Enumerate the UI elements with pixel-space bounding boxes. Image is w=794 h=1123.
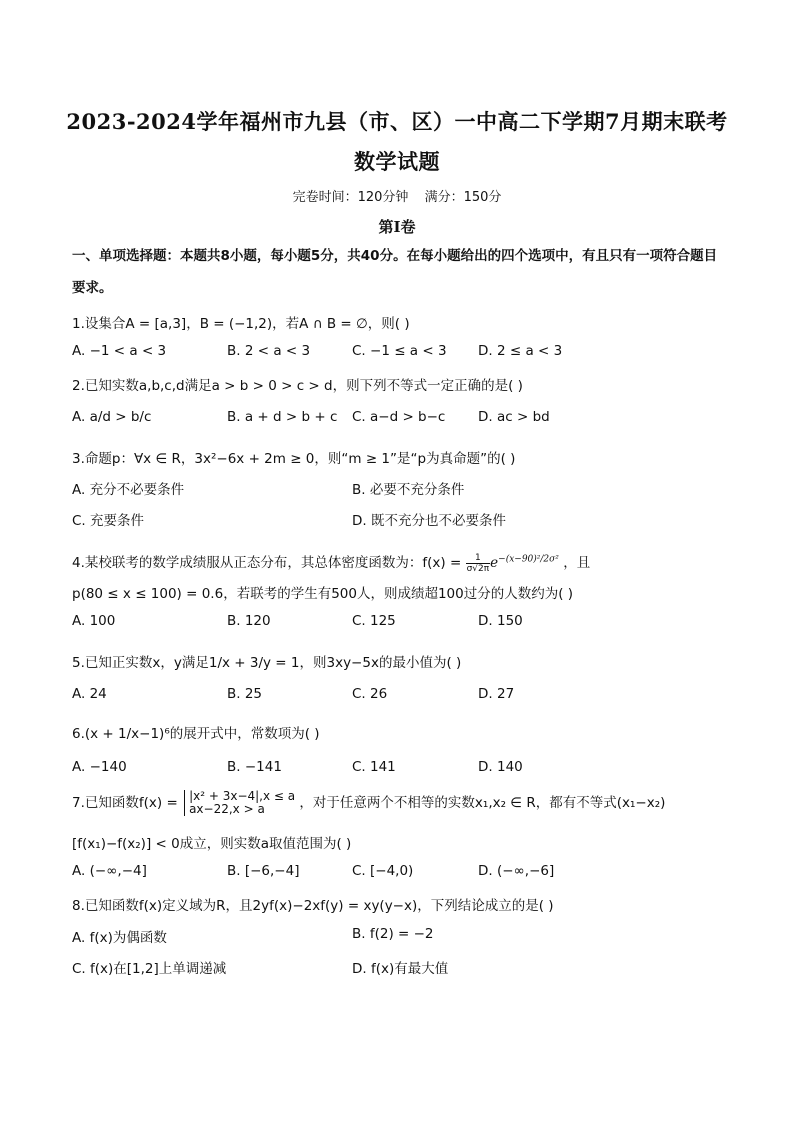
q8-option-d: D. f(x)有最大值 xyxy=(352,961,449,977)
q2-option-b: B. a + d > b + c xyxy=(227,409,338,425)
question-6-stem: 6.(x + 1/x−1)⁶的展开式中，常数项为( ) xyxy=(72,726,320,742)
q7-stem-part-a: 7.已知函数f(x) = xyxy=(72,795,178,811)
q7-stem-part-b: ，对于任意两个不相等的实数x₁,x₂ ∈ R，都有不等式(x₁−x₂) xyxy=(299,795,666,811)
q6-option-b: B. −141 xyxy=(227,759,282,775)
q7-piece-1: |x² + 3x−4|,x ≤ a xyxy=(189,789,296,803)
q3-option-b: B. 必要不充分条件 xyxy=(352,482,465,498)
q6-option-d: D. 140 xyxy=(478,759,523,775)
q7-option-c: C. [−4,0) xyxy=(352,863,414,879)
question-7-stem-cont: [f(x₁)−f(x₂)] < 0成立，则实数a取值范围为( ) xyxy=(72,836,352,852)
q2-option-d: D. ac > bd xyxy=(478,409,550,425)
q7-option-d: D. (−∞,−6] xyxy=(478,863,555,879)
q4-density-coefficient: $\frac{1}{\sigma√2\pi}$ xyxy=(466,552,490,574)
q5-option-d: D. 27 xyxy=(478,686,515,702)
q5-option-c: C. 26 xyxy=(352,686,388,702)
question-3-stem: 3.命题p：∀x ∈ R，3x²−6x + 2m ≥ 0，则“m ≥ 1”是“p为真命题”的( ) xyxy=(72,451,516,467)
q2-option-c: C. a−d > b−c xyxy=(352,409,446,425)
question-2-stem: 2.已知实数a,b,c,d满足a > b > 0 > c > d，则下列不等式一定正确的是( ) xyxy=(72,378,523,394)
q6-option-c: C. 141 xyxy=(352,759,396,775)
q3-option-c: C. 充要条件 xyxy=(72,513,145,529)
section-heading: 一、单项选择题：本题共8小题，每小题5分，共40分。在每小题给出的四个选项中，有且只有一项符合题目要求。 xyxy=(72,248,718,296)
q1-option-b: B. 2 < a < 3 xyxy=(227,343,311,359)
q4-density-exponential: $e^{-(x-90)^2/2\sigma^2}$ xyxy=(490,554,559,571)
q1-option-c: C. −1 ≤ a < 3 xyxy=(352,343,447,359)
question-5-stem: 5.已知正实数x，y满足1/x + 3/y = 1，则3xy−5x的最小值为( ) xyxy=(72,655,462,671)
question-7-stem xyxy=(72,790,665,816)
q4-option-a: A. 100 xyxy=(72,613,116,629)
question-8-stem: 8.已知函数f(x)定义域为R，且2yf(x)−2xf(y) = xy(y−x)，下列结论成立的是( ) xyxy=(72,898,554,914)
q7-piece-2: ax−22,x > a xyxy=(189,802,265,816)
q3-option-a: A. 充分不必要条件 xyxy=(72,482,185,498)
q4-option-d: D. 150 xyxy=(478,613,523,629)
q8-option-c: C. f(x)在[1,2]上单调递减 xyxy=(72,961,227,977)
q7-piecewise-brace xyxy=(184,790,295,816)
q7-option-a: A. (−∞,−4] xyxy=(72,863,147,879)
q4-option-b: B. 120 xyxy=(227,613,271,629)
q1-option-a: A. −1 < a < 3 xyxy=(72,343,167,359)
q4-option-c: C. 125 xyxy=(352,613,396,629)
question-1-stem: 1.设集合A = [a,3]，B = (−1,2)，若A ∩ B = ∅，则( ) xyxy=(72,316,410,332)
exam-title: 2023-2024学年福州市九县（市、区）一中高二下学期7月期末联考 xyxy=(66,109,728,134)
exam-subject: 数学试题 xyxy=(354,149,440,174)
exam-time: 完卷时间：120分钟 xyxy=(292,190,409,205)
exam-meta xyxy=(0,186,794,205)
q1-option-d: D. 2 ≤ a < 3 xyxy=(478,343,563,359)
q2-option-a: A. a/d > b/c xyxy=(72,409,152,425)
q3-option-d: D. 既不充分也不必要条件 xyxy=(352,513,506,529)
q4-stem-part-a: 4.某校联考的数学成绩服从正态分布，其总体密度函数为：f(x) = xyxy=(72,555,462,571)
question-4-stem xyxy=(72,551,590,574)
q6-option-a: A. −140 xyxy=(72,759,127,775)
q8-option-a: A. f(x)为偶函数 xyxy=(72,930,167,946)
q4-stem-part-b: ，且 xyxy=(563,555,591,571)
exam-score: 满分：150分 xyxy=(424,190,502,205)
question-4-stem-cont: p(80 ≤ x ≤ 100) = 0.6，若联考的学生有500人，则成绩超100过分的人数约为( ) xyxy=(72,586,574,602)
q5-option-b: B. 25 xyxy=(227,686,263,702)
volume-label: 第Ⅰ卷 xyxy=(378,218,416,236)
q8-option-b: B. f(2) = −2 xyxy=(352,926,434,942)
q5-option-a: A. 24 xyxy=(72,686,107,702)
q7-option-b: B. [−6,−4] xyxy=(227,863,300,879)
